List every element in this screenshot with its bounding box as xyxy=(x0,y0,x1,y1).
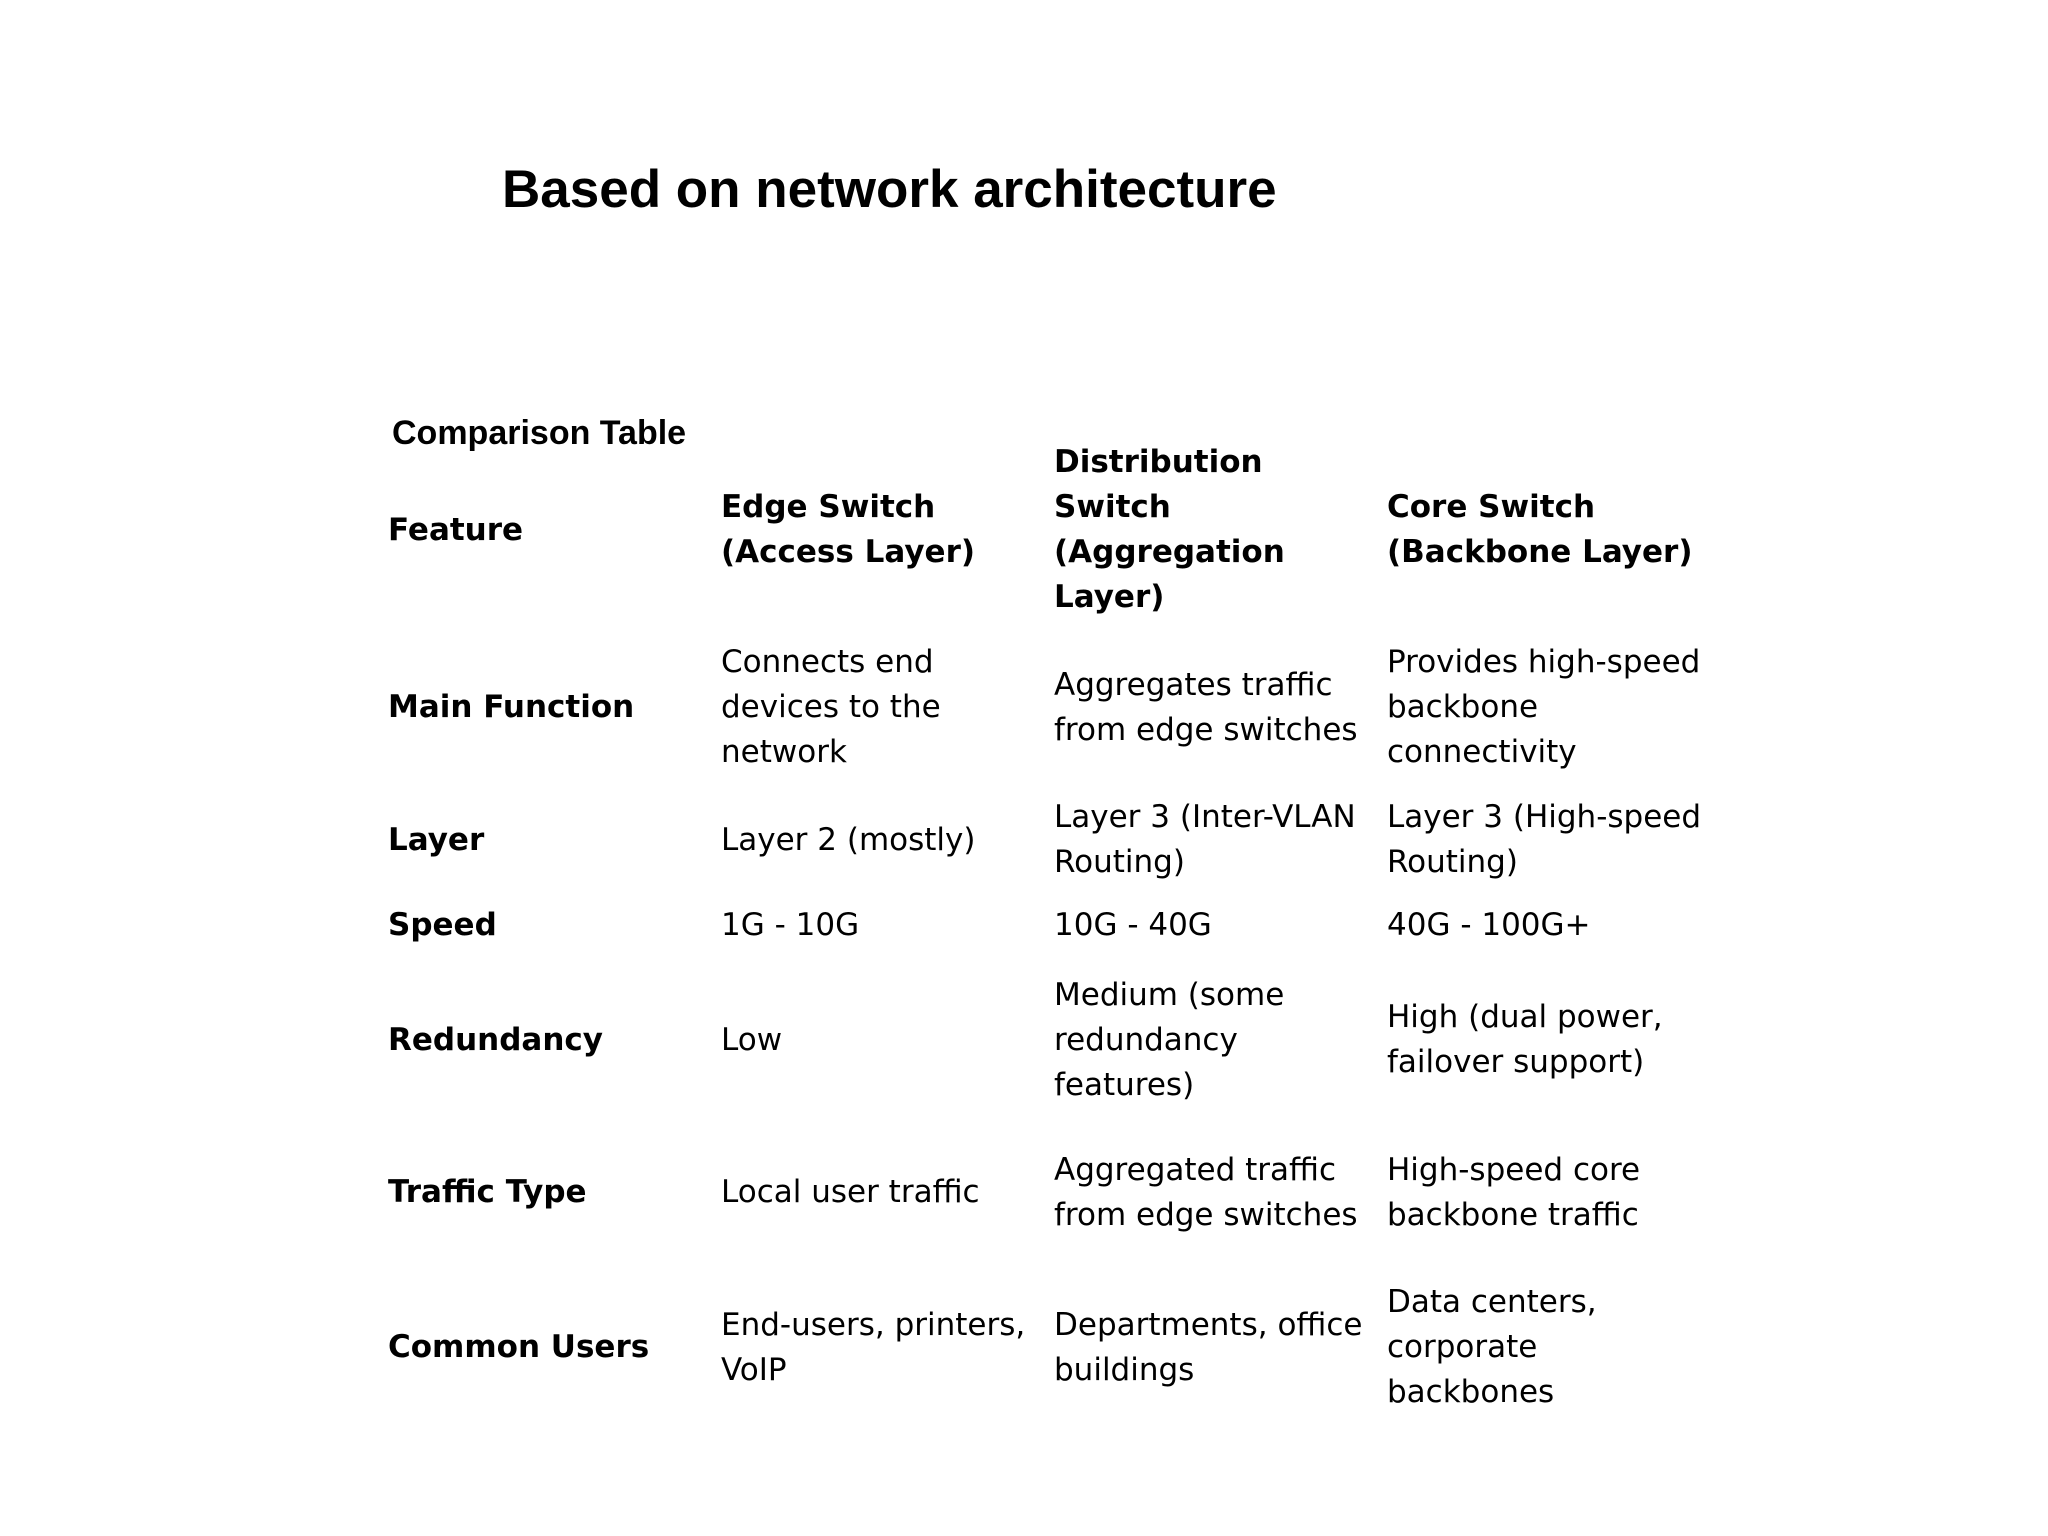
row-label: Redundancy xyxy=(388,1021,603,1058)
edge-cell: Local user traffic xyxy=(721,1174,980,1210)
row-label: Layer xyxy=(388,821,485,858)
row-label: Common Users xyxy=(388,1329,650,1365)
distribution-cell: Layer 3 (Inter-VLAN Routing) xyxy=(1054,799,1356,880)
core-cell: Data centers, corporate backbones xyxy=(1387,1284,1597,1410)
table-row xyxy=(378,965,1708,1115)
table-header-row xyxy=(378,440,1708,620)
edge-cell: Low xyxy=(721,1021,783,1058)
core-cell: Provides high-speed backbone connectivity xyxy=(1387,644,1701,770)
core-cell: 40G - 100G+ xyxy=(1387,906,1591,943)
table-row xyxy=(378,885,1708,965)
core-cell: High-speed core backbone traffic xyxy=(1387,1151,1641,1233)
distribution-cell: Aggregates traffic from edge switches xyxy=(1054,666,1358,748)
header-edge-switch: Edge Switch (Access Layer) xyxy=(721,489,976,570)
table-row xyxy=(378,1115,1708,1270)
row-label: Main Function xyxy=(388,689,635,725)
distribution-cell: Departments, office buildings xyxy=(1054,1306,1363,1388)
header-feature: Feature xyxy=(388,511,524,548)
table-row xyxy=(378,1270,1708,1425)
edge-cell: Connects end devices to the network xyxy=(721,644,941,770)
header-core-switch: Core Switch (Backbone Layer) xyxy=(1387,489,1693,570)
edge-cell: 1G - 10G xyxy=(721,906,860,943)
table-row xyxy=(378,795,1708,885)
table-caption: Comparison Table xyxy=(392,414,687,452)
distribution-cell: Medium (some redundancy features) xyxy=(1054,976,1285,1103)
distribution-cell: 10G - 40G xyxy=(1054,906,1212,943)
row-label: Speed xyxy=(388,906,497,943)
comparison-table xyxy=(378,440,1708,1425)
row-label: Traffic Type xyxy=(388,1174,587,1210)
edge-cell: End-users, printers, VoIP xyxy=(721,1306,1026,1388)
edge-cell: Layer 2 (mostly) xyxy=(721,821,976,858)
slide-title: Based on network architecture xyxy=(502,160,1277,219)
table-row xyxy=(378,620,1708,795)
distribution-cell: Aggregated traffic from edge switches xyxy=(1054,1151,1358,1233)
core-cell: High (dual power, failover support) xyxy=(1387,999,1663,1080)
header-distribution-switch: Distribution Switch (Aggregation Layer) xyxy=(1054,444,1285,615)
core-cell: Layer 3 (High-speed Routing) xyxy=(1387,799,1702,880)
